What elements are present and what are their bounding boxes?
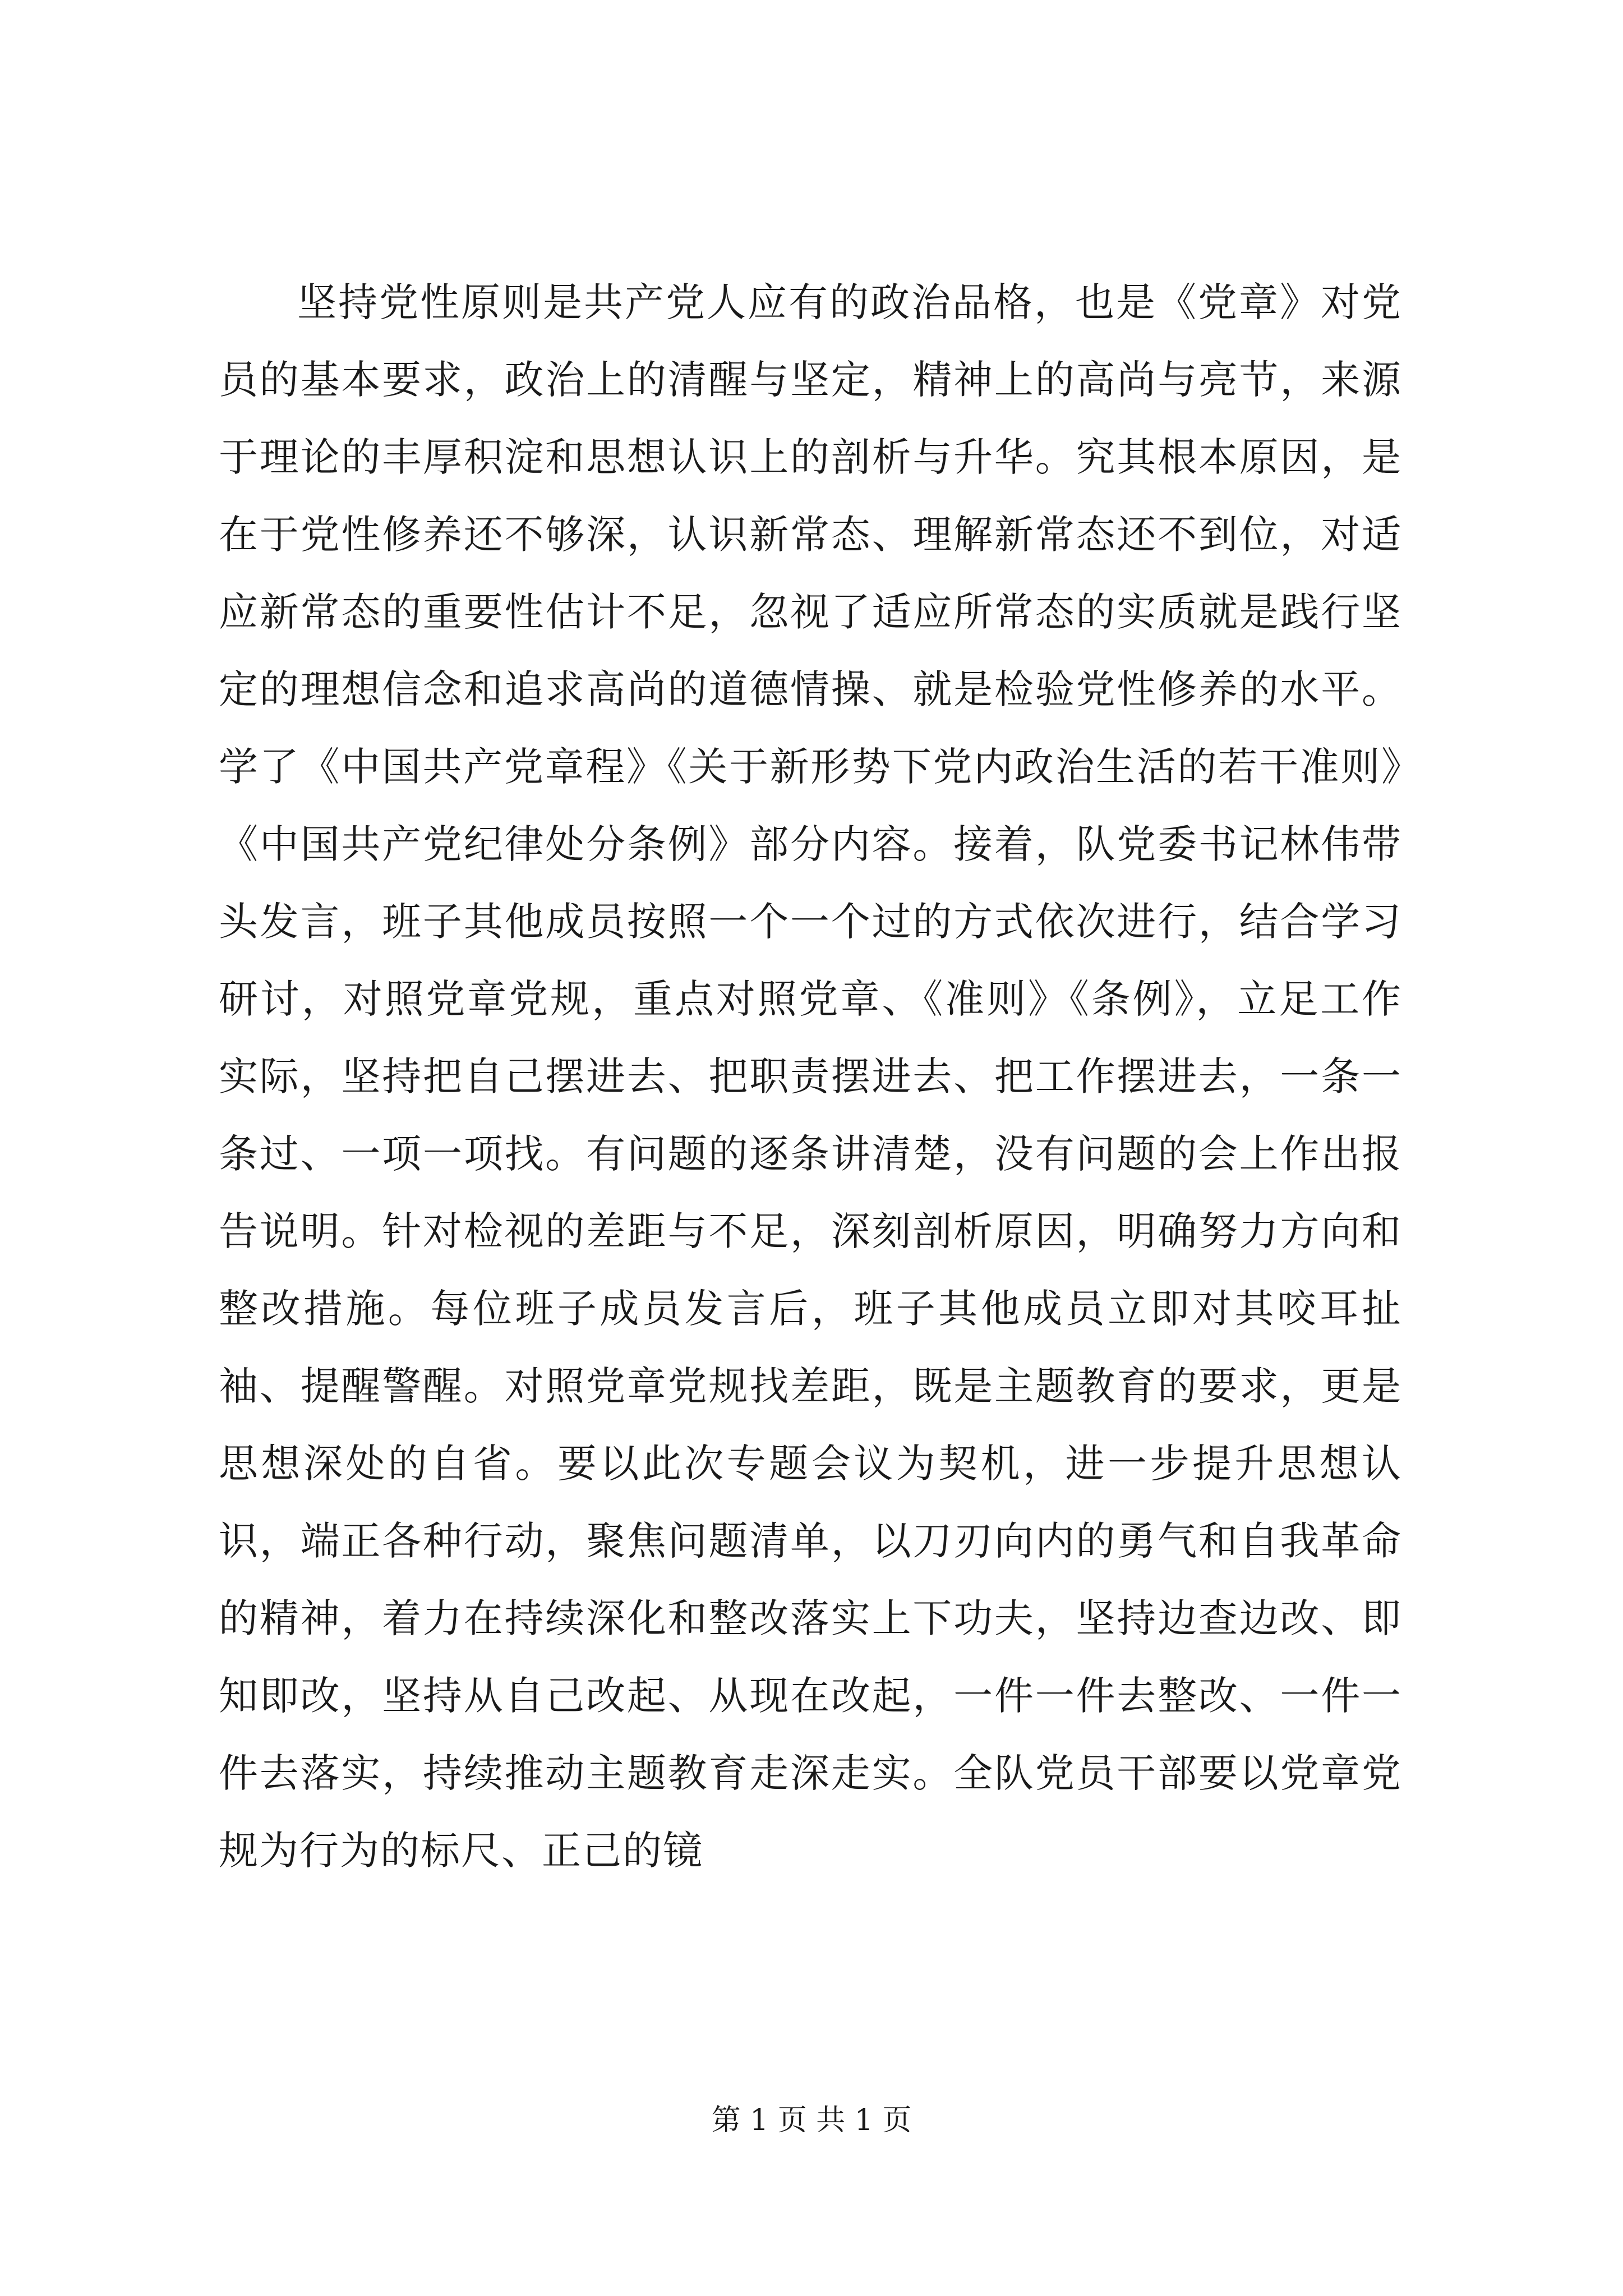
body-paragraph: 坚持党性原则是共产党人应有的政治品格，也是《党章》对党员的基本要求，政治上的清醒与坚定，精神上的高尚与亮节，来源于理论的丰厚积淀和思想认识上的剖析与升华。究其根本原因，是在于党性修养还不够深，认识新常态、理解新常态还不到位，对适应新常态的重要性估计不足，忽视了适应所常态的实质就是践行坚定的理想信念和追求高尚的道德情操、就是检验党性修养的水平。学了《中国共产党章程》《关于新形势下党内政治生活的若干准则》《中国共产党纪律处分条例》部分内容。接着，队党委书记林伟带头发言，班子其他成员按照一个一个过的方式依次进行，结合学习研讨，对照党章党规，重点对照党章、《准则》《条例》，立足工作实际，坚持把自己摆进去、把职责摆进去、把工作摆进去，一条一条过、一项一项找。有问题的逐条讲清楚，没有问题的会上作出报告说明。针对检视的差距与不足，深刻剖析原因，明确努力方向和整改措施。每位班子成员发言后，班子其他成员立即对其咬耳扯袖、提醒警醒。对照党章党规找差距，既是主题教育的要求，更是思想深处的自省。要以此次专题会议为契机，进一步提升思想认识，端正各种行动，聚焦问题清单，以刀刃向内的勇气和自我革命的精神，着力在持续深化和整改落实上下功夫，坚持边查边改、即知即改，坚持从自己改起、从现在改起，一件一件去整改、一件一件去落实，持续推动主题教育走深走实。全队党员干部要以党章党规为行为的标尺、正己的镜 (219, 279, 1402, 1874)
page-number-footer: 第 1 页 共 1 页 (711, 2104, 912, 2137)
